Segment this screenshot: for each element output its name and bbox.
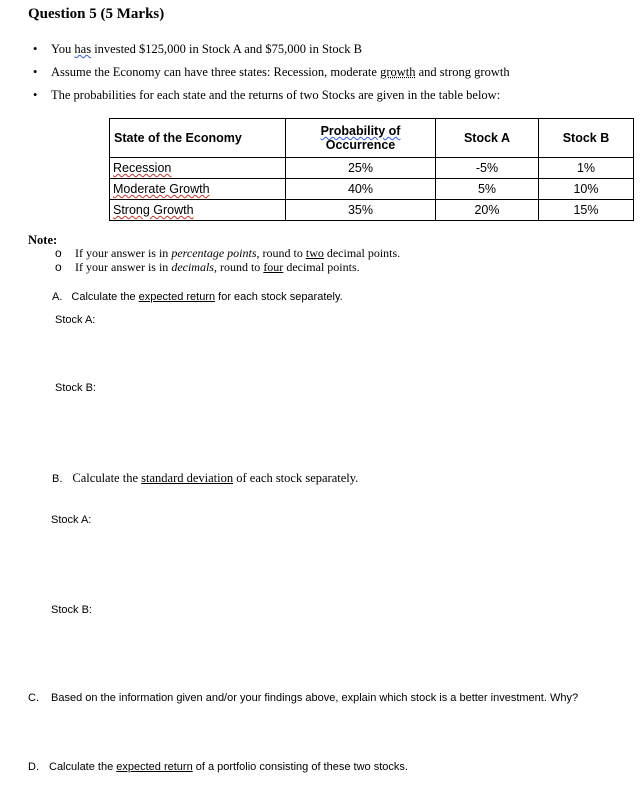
bullet-probabilities: • The probabilities for each state and the returns of two Stocks are given in the table below:: [33, 88, 501, 102]
state-label: Strong Growth: [113, 203, 194, 217]
part-b-stock-b-label: Stock B:: [51, 604, 92, 616]
stock-b-cell: 15%: [539, 200, 634, 221]
stock-b-cell: 1%: [539, 158, 634, 179]
header-state: State of the Economy: [110, 119, 286, 158]
table-header-row: [110, 119, 634, 158]
stock-a-cell: 5%: [436, 179, 539, 200]
state-label: Moderate Growth: [113, 182, 210, 196]
part-a-question: A. Calculate the expected return for each stock separately.: [52, 291, 343, 303]
table-row: [110, 179, 634, 200]
circle-bullet-icon: o: [55, 246, 62, 260]
note-item-percentage: o If your answer is in percentage points, round to two decimal points.: [55, 246, 401, 260]
bullet-icon: •: [33, 42, 38, 56]
stock-a-cell: -5%: [436, 158, 539, 179]
note-label: Note:: [28, 233, 58, 247]
prob-cell: 35%: [286, 200, 436, 221]
prob-cell: 40%: [286, 179, 436, 200]
header-stock-a: Stock A: [436, 119, 539, 158]
part-c-question: C. Based on the information given and/or your findings above, explain which stock is a better investment. Why?: [28, 692, 579, 704]
table-row: [110, 200, 634, 221]
part-d-question: D. Calculate the expected return of a portfolio consisting of these two stocks.: [28, 761, 408, 773]
header-stock-b: Stock B: [539, 119, 634, 158]
bullet-icon: •: [33, 65, 38, 79]
economy-table: [109, 118, 634, 221]
bullet-investment: • You has invested $125,000 in Stock A and $75,000 in Stock B: [33, 42, 362, 56]
circle-bullet-icon: o: [55, 260, 62, 274]
part-b-stock-a-label: Stock A:: [51, 514, 92, 526]
note-item-decimals: o If your answer is in decimals, round to four decimal points.: [55, 260, 360, 274]
part-a-stock-a-label: Stock A:: [55, 314, 96, 326]
prob-cell: 25%: [286, 158, 436, 179]
header-probability: Probability of Occurrence: [286, 119, 436, 158]
state-label: Recession: [113, 161, 172, 175]
table-row: [110, 158, 634, 179]
question-title: Question 5 (5 Marks): [28, 6, 165, 22]
stock-b-cell: 10%: [539, 179, 634, 200]
part-a-stock-b-label: Stock B:: [55, 382, 96, 394]
stock-a-cell: 20%: [436, 200, 539, 221]
bullet-economy-states: • Assume the Economy can have three states: Recession, moderate growth and strong growth: [33, 65, 510, 79]
bullet-icon: •: [33, 88, 38, 102]
part-b-question: B. Calculate the standard deviation of each stock separately.: [52, 471, 359, 485]
